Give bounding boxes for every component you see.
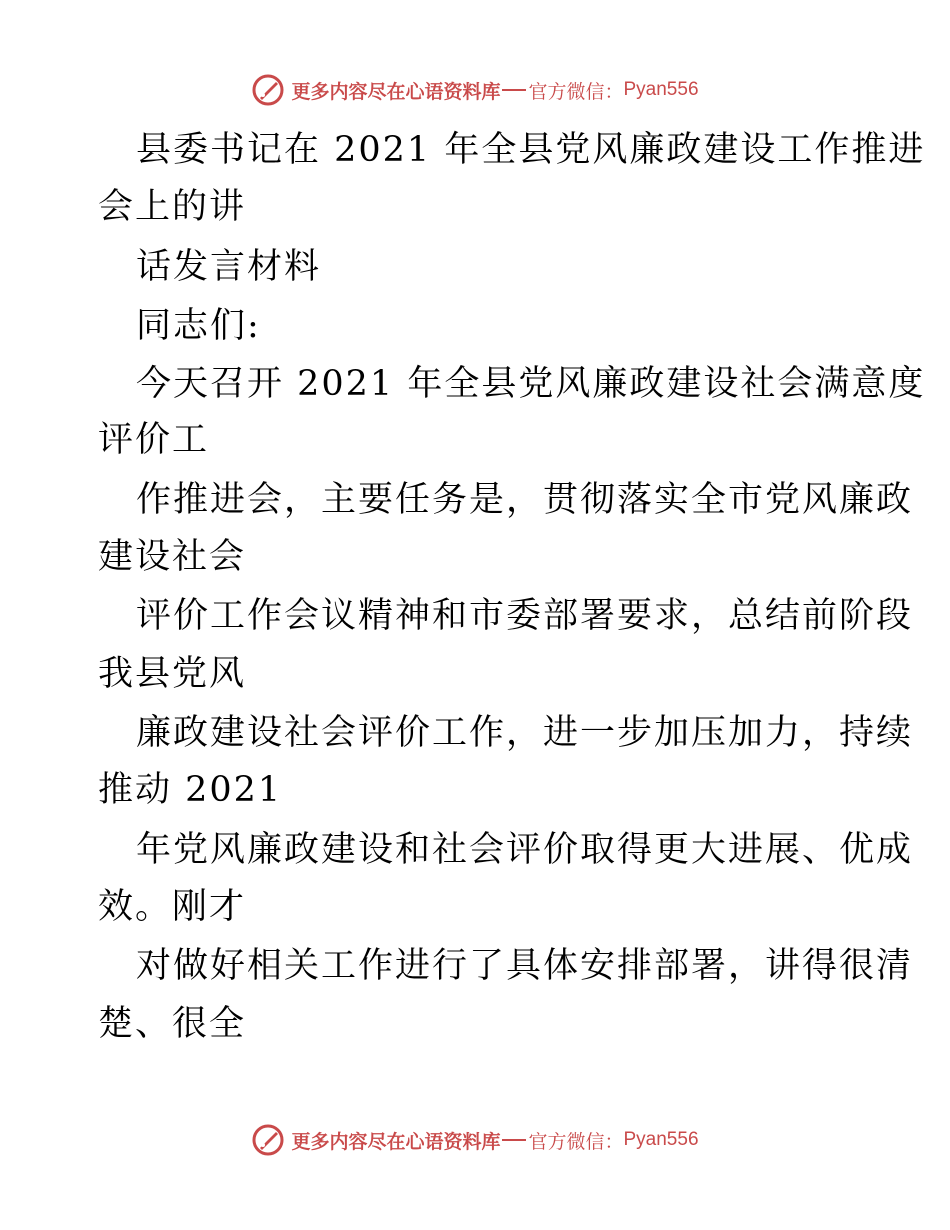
body-line: 推动 2021 xyxy=(98,770,283,810)
body-line: 效。刚才 xyxy=(98,887,247,927)
banner-wechat-handle: Pyan556 xyxy=(623,1129,699,1150)
quill-logo-icon xyxy=(251,1123,285,1157)
banner-wechat-label: 官方微信： xyxy=(528,1130,624,1153)
header-watermark-banner xyxy=(0,70,950,110)
quill-logo-icon xyxy=(251,73,285,107)
body-line: 话发言材料 xyxy=(136,247,322,287)
body-line: 评价工 xyxy=(98,420,210,460)
body-line: 作推进会，主要任务是，贯彻落实全市党风廉政 xyxy=(136,480,914,520)
body-line: 廉政建设社会评价工作，进一步加压加力，持续 xyxy=(136,713,914,753)
body-line: 年党风廉政建设和社会评价取得更大进展、优成 xyxy=(136,830,914,870)
body-line: 评价工作会议精神和市委部署要求，总结前阶段 xyxy=(136,596,914,636)
banner-dash xyxy=(502,1139,526,1141)
banner-lead-text: 更多内容尽在心语资料库 xyxy=(291,1130,501,1153)
body-line: 楚、很全 xyxy=(98,1004,247,1044)
body-line: 今天召开 2021 年全县党风廉政建设社会满意度 xyxy=(136,364,926,404)
banner-wechat-handle: Pyan556 xyxy=(623,79,699,100)
body-line: 建设社会 xyxy=(98,537,247,577)
banner-lead-text: 更多内容尽在心语资料库 xyxy=(291,80,501,103)
body-line: 对做好相关工作进行了具体安排部署，讲得很清 xyxy=(136,946,914,986)
body-line: 同志们: xyxy=(136,306,261,346)
footer-watermark-banner xyxy=(0,1120,950,1160)
banner-wechat-label: 官方微信： xyxy=(528,80,624,103)
body-line: 会上的讲 xyxy=(98,187,247,227)
banner-dash xyxy=(502,89,526,91)
body-line: 我县党风 xyxy=(98,654,247,694)
body-line: 县委书记在 2021 年全县党风廉政建设工作推进 xyxy=(136,130,926,170)
